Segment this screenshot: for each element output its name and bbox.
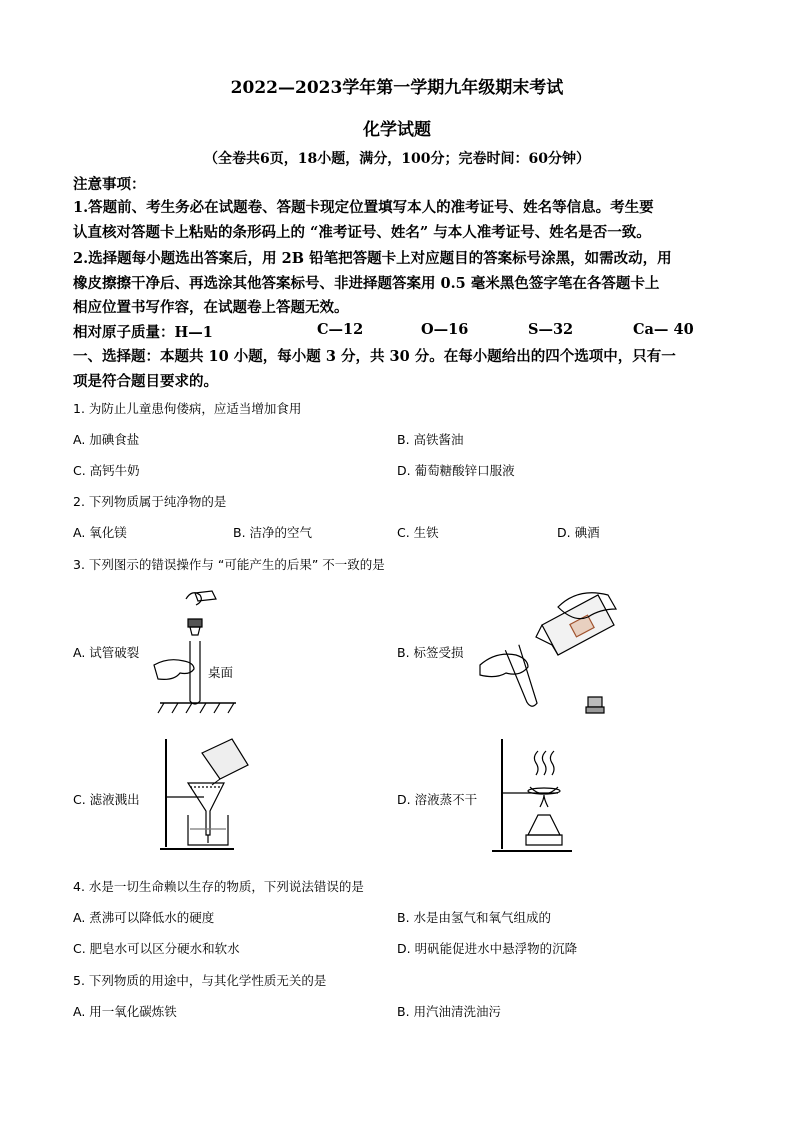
q3-option-d: D. 溶液蒸不干	[397, 792, 478, 807]
q1-option-d: D. 葡萄糖酸锌口服液	[397, 463, 515, 478]
q3-figure-a-label: 桌面	[208, 665, 234, 680]
q3-option-c: C. 滤液溅出	[73, 792, 140, 807]
q1-option-c: C. 高钙牛奶	[73, 463, 140, 478]
exam-title: 2022—2023学年第一学期九年级期末考试	[230, 78, 564, 98]
notice-line-1: 1.答题前、考生务必在试题卷、答题卡现定位置填写本人的准考证号、姓名等信息。考生要	[73, 199, 654, 216]
q2-option-a: A. 氧化镁	[73, 525, 127, 540]
test-tube-on-table-figure	[150, 585, 240, 717]
q3-option-a: A. 试管破裂	[73, 645, 140, 660]
mass-ca: Ca— 40	[633, 321, 694, 338]
q4-option-a: A. 煮沸可以降低水的硬度	[73, 910, 215, 925]
q1-option-a: A. 加碘食盐	[73, 432, 140, 447]
q4-option-b: B. 水是由氢气和氧气组成的	[397, 910, 552, 925]
atomic-masses	[73, 321, 723, 341]
notice-line-5: 相应位置书写作容，在试题卷上答题无效。	[73, 299, 349, 316]
q1-stem: 1. 为防止儿童患佝偻病，应适当增加食用	[73, 401, 302, 416]
notice-heading: 注意事项：	[73, 176, 146, 193]
q4-option-d: D. 明矾能促进水中悬浮物的沉降	[397, 941, 578, 956]
q2-option-c: C. 生铁	[397, 525, 439, 540]
subject-title: 化学试题	[363, 120, 431, 140]
evaporation-setup-figure	[488, 735, 588, 857]
mass-c: C—12	[317, 321, 364, 338]
q2-option-d: D. 碘酒	[557, 525, 600, 540]
q3-stem: 3. 下列图示的错误操作与 “可能产生的后果” 不一致的是	[73, 557, 385, 572]
exam-info: （全卷共6页，18小题，满分，100分；完卷时间：60分钟）	[204, 151, 590, 167]
section-1-line-2: 项是符合题目要求的。	[73, 373, 218, 390]
mass-s: S—32	[528, 321, 574, 338]
q3-option-b: B. 标签受损	[397, 645, 464, 660]
q5-option-a: A. 用一氧化碳炼铁	[73, 1004, 177, 1019]
notice-line-3: 2.选择题每小题选出答案后，用 2B 铅笔把答题卡上对应题目的答案标号涂黑，如需改动，用	[73, 250, 672, 267]
notice-line-4: 橡皮擦擦干净后、再选涂其他答案标号、非进择题答案用 0.5 毫米黑色签字笔在各答题卡上	[73, 275, 660, 292]
q4-stem: 4. 水是一切生命赖以生存的物质，下列说法错误的是	[73, 879, 364, 894]
q5-stem: 5. 下列物质的用途中，与其化学性质无关的是	[73, 973, 327, 988]
notice-line-2: 认直核对答题卡上粘贴的条形码上的 “准考证号、姓名” 与本人准考证号、姓名是否一致。	[73, 224, 651, 241]
mass-o: O—16	[421, 321, 469, 338]
filtration-setup-figure	[158, 735, 268, 857]
q1-option-b: B. 高铁酱油	[397, 432, 464, 447]
q5-option-b: B. 用汽油清洗油污	[397, 1004, 502, 1019]
section-1-line-1: 一、选择题：本题共 10 小题，每小题 3 分，共 30 分。在每小题给出的四个选项中，只有一	[73, 348, 676, 365]
q2-stem: 2. 下列物质属于纯净物的是	[73, 494, 227, 509]
reagent-bottle-pouring-figure	[478, 585, 618, 717]
q4-option-c: C. 肥皂水可以区分硬水和软水	[73, 941, 240, 956]
mass-h: 相对原子质量：H—1	[73, 324, 213, 341]
q2-option-b: B. 洁净的空气	[233, 525, 313, 540]
